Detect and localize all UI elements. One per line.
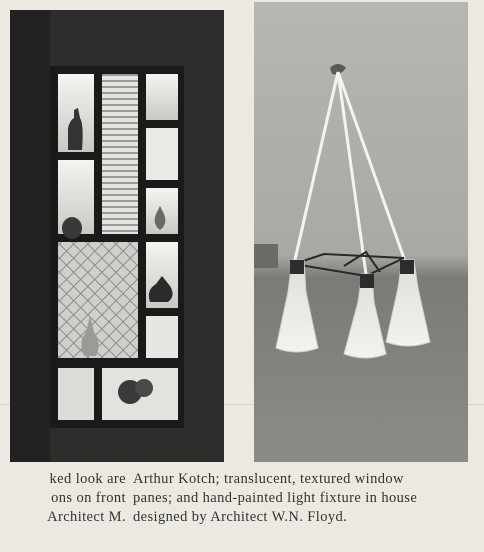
flower-bowl xyxy=(135,379,153,397)
light-fixture-illustration xyxy=(254,2,468,462)
glass-pane xyxy=(146,128,178,180)
left-caption-fragment xyxy=(0,470,126,527)
glass-pane xyxy=(146,316,178,358)
caption-line: Architect M. xyxy=(47,509,126,525)
caption-line: ked look are xyxy=(49,471,126,487)
glass-pane xyxy=(102,74,138,234)
cabinet-door-illustration xyxy=(10,10,224,462)
vase-object xyxy=(62,217,82,239)
wall-vent xyxy=(254,244,278,268)
glass-pane xyxy=(58,368,94,420)
photo-caption xyxy=(133,470,469,527)
caption-line: ons on front xyxy=(51,490,126,506)
cabinet-door-photo xyxy=(10,10,224,462)
glass-pane xyxy=(146,74,178,120)
caption-line: Arthur Kotch; translucent, textured window xyxy=(133,471,404,487)
caption-line: panes; and hand-painted light fixture in house xyxy=(133,490,418,506)
light-fixture-photo xyxy=(254,2,468,462)
caption-line: designed by Architect W.N. Floyd. xyxy=(133,509,348,525)
